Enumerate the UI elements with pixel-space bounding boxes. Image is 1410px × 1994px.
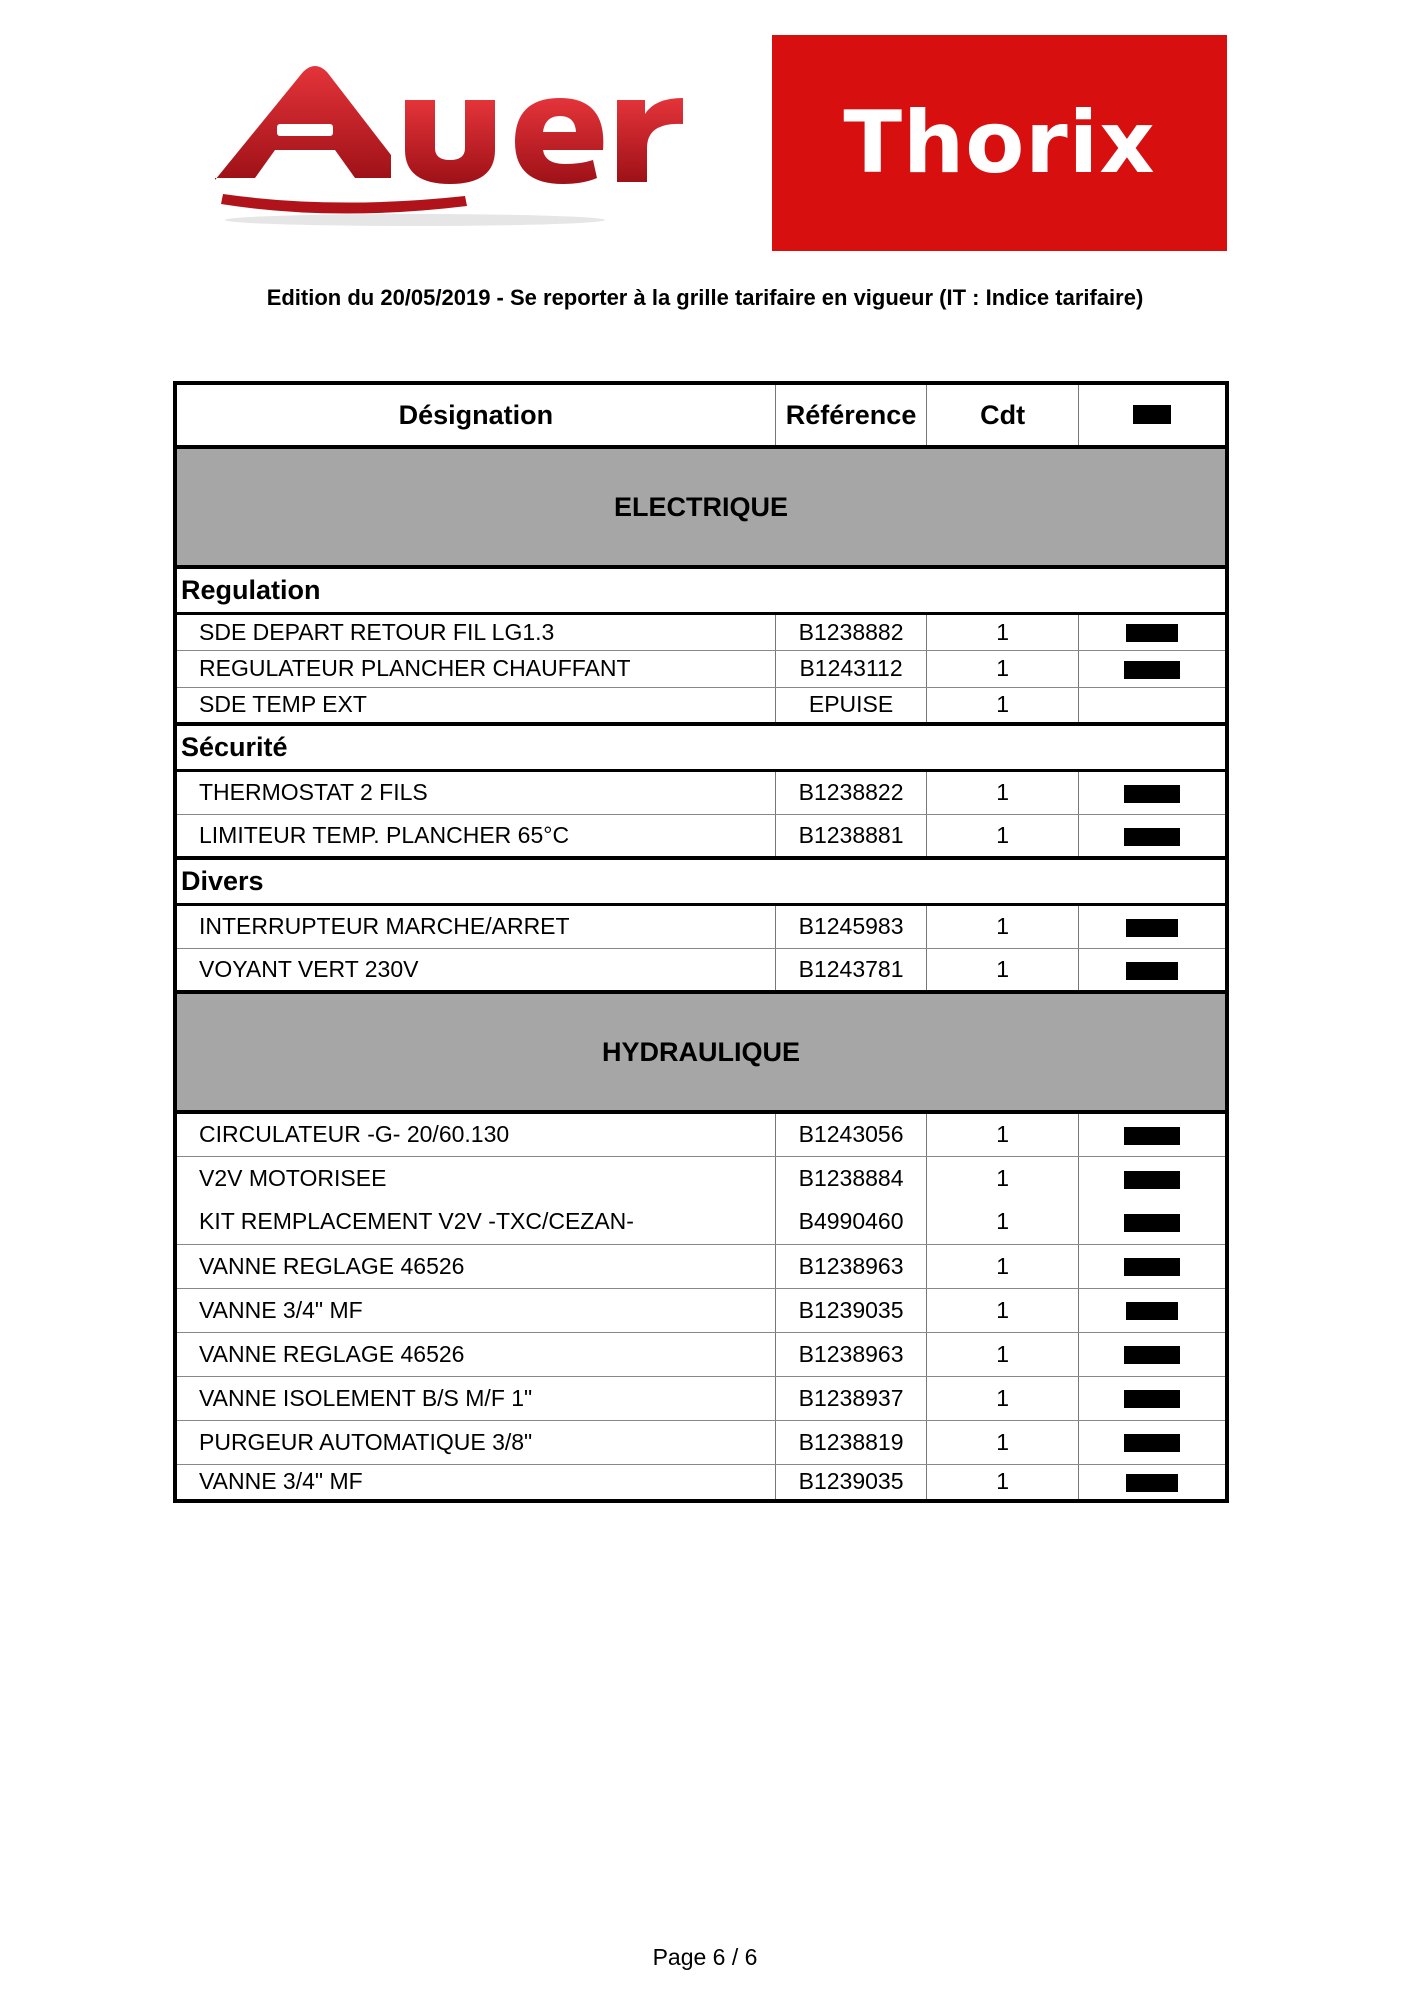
table-row [175, 613, 1227, 650]
page-number: Page 6 / 6 [652, 1944, 758, 1970]
group-title: Divers [175, 858, 1227, 904]
cdt-cell: 1 [927, 948, 1079, 992]
price-cell-redacted [1078, 904, 1227, 948]
table-row [175, 1156, 1227, 1200]
table-row [175, 904, 1227, 948]
price-cell-redacted [1078, 1200, 1227, 1244]
reference-cell: B1238963 [775, 1244, 927, 1288]
table-row [175, 1244, 1227, 1288]
price-table [173, 381, 1229, 1503]
table-row [175, 1332, 1227, 1376]
price-cell-redacted [1078, 770, 1227, 814]
redaction-block [1126, 919, 1178, 937]
section-row [175, 992, 1227, 1112]
cdt-cell: 1 [927, 613, 1079, 650]
designation-cell: V2V MOTORISEE [175, 1156, 775, 1200]
section-row [175, 447, 1227, 567]
table-row [175, 948, 1227, 992]
cdt-cell: 1 [927, 904, 1079, 948]
redaction-block [1124, 661, 1180, 679]
redaction-block [1124, 1258, 1180, 1276]
designation-cell: CIRCULATEUR -G- 20/60.130 [175, 1112, 775, 1156]
reference-cell: B1238819 [775, 1420, 927, 1464]
designation-cell: VANNE 3/4" MF [175, 1288, 775, 1332]
group-title: Sécurité [175, 724, 1227, 770]
cdt-cell: 1 [927, 687, 1079, 724]
table-row [175, 1376, 1227, 1420]
redaction-block [1124, 1434, 1180, 1452]
designation-cell: VANNE REGLAGE 46526 [175, 1332, 775, 1376]
redaction-block [1124, 1127, 1180, 1145]
reference-cell: B1239035 [775, 1288, 927, 1332]
edition-note: Edition du 20/05/2019 - Se reporter à la grille tarifaire en vigueur (IT : Indice tarifaire) [266, 285, 1144, 310]
reference-cell: B1238963 [775, 1332, 927, 1376]
cdt-cell: 1 [927, 1464, 1079, 1501]
reference-cell: B1238882 [775, 613, 927, 650]
table-row [175, 1464, 1227, 1501]
price-cell-empty [1078, 687, 1227, 724]
redaction-block [1124, 828, 1180, 846]
redaction-block [1133, 405, 1171, 424]
price-cell-redacted [1078, 1112, 1227, 1156]
reference-cell: B1238937 [775, 1376, 927, 1420]
price-cell-redacted [1078, 814, 1227, 858]
cdt-cell: 1 [927, 770, 1079, 814]
table-header-row [175, 383, 1227, 447]
price-cell-redacted [1078, 1376, 1227, 1420]
redaction-block [1124, 1390, 1180, 1408]
section-title: HYDRAULIQUE [175, 992, 1227, 1112]
column-header-designation: Désignation [175, 383, 775, 447]
price-cell-redacted [1078, 1332, 1227, 1376]
redaction-block [1126, 1302, 1178, 1320]
designation-cell: VANNE ISOLEMENT B/S M/F 1" [175, 1376, 775, 1420]
designation-cell: VANNE REGLAGE 46526 [175, 1244, 775, 1288]
table-row [175, 1288, 1227, 1332]
reference-cell: B1243781 [775, 948, 927, 992]
reference-cell: B4990460 [775, 1200, 927, 1244]
cdt-cell: 1 [927, 1244, 1079, 1288]
redaction-block [1124, 1214, 1180, 1232]
column-header-reference: Référence [775, 383, 927, 447]
group-row [175, 724, 1227, 770]
brand-name: Thorix [843, 93, 1156, 193]
designation-cell: VOYANT VERT 230V [175, 948, 775, 992]
designation-cell: PURGEUR AUTOMATIQUE 3/8" [175, 1420, 775, 1464]
table-row [175, 814, 1227, 858]
designation-cell: VANNE 3/4" MF [175, 1464, 775, 1501]
cdt-cell: 1 [927, 1376, 1079, 1420]
thorix-brand-box [772, 35, 1227, 251]
reference-cell: B1239035 [775, 1464, 927, 1501]
group-title: Regulation [175, 567, 1227, 613]
designation-cell: THERMOSTAT 2 FILS [175, 770, 775, 814]
table-row [175, 1200, 1227, 1244]
price-cell-redacted [1078, 1244, 1227, 1288]
cdt-cell: 1 [927, 1156, 1079, 1200]
price-cell-redacted [1078, 650, 1227, 687]
table-row [175, 1112, 1227, 1156]
price-cell-redacted [1078, 1156, 1227, 1200]
price-cell-redacted [1078, 1288, 1227, 1332]
designation-cell: INTERRUPTEUR MARCHE/ARRET [175, 904, 775, 948]
reference-cell: B1238881 [775, 814, 927, 858]
cdt-cell: 1 [927, 1288, 1079, 1332]
designation-cell: KIT REMPLACEMENT V2V -TXC/CEZAN- [175, 1200, 775, 1244]
price-cell-redacted [1078, 1420, 1227, 1464]
table-row [175, 1420, 1227, 1464]
auer-logo-graphic [215, 60, 705, 235]
reference-cell: B1243112 [775, 650, 927, 687]
cdt-cell: 1 [927, 1200, 1079, 1244]
cdt-cell: 1 [927, 814, 1079, 858]
redaction-block [1124, 785, 1180, 803]
table-row [175, 687, 1227, 724]
cdt-cell: 1 [927, 1420, 1079, 1464]
cdt-cell: 1 [927, 1332, 1079, 1376]
reference-cell: B1245983 [775, 904, 927, 948]
group-row [175, 567, 1227, 613]
price-cell-redacted [1078, 1464, 1227, 1501]
column-header-cdt: Cdt [927, 383, 1079, 447]
reference-cell: B1238884 [775, 1156, 927, 1200]
reference-cell: EPUISE [775, 687, 927, 724]
table-row [175, 770, 1227, 814]
designation-cell: REGULATEUR PLANCHER CHAUFFANT [175, 650, 775, 687]
cdt-cell: 1 [927, 650, 1079, 687]
designation-cell: LIMITEUR TEMP. PLANCHER 65°C [175, 814, 775, 858]
designation-cell: SDE DEPART RETOUR FIL LG1.3 [175, 613, 775, 650]
designation-cell: SDE TEMP EXT [175, 687, 775, 724]
price-cell-redacted [1078, 948, 1227, 992]
table-row [175, 650, 1227, 687]
auer-logo [215, 60, 705, 235]
column-header-price-redacted [1078, 383, 1227, 447]
cdt-cell: 1 [927, 1112, 1079, 1156]
redaction-block [1124, 1171, 1180, 1189]
section-title: ELECTRIQUE [175, 447, 1227, 567]
redaction-block [1126, 624, 1178, 642]
redaction-block [1126, 1474, 1178, 1492]
price-cell-redacted [1078, 613, 1227, 650]
redaction-block [1124, 1346, 1180, 1364]
reference-cell: B1238822 [775, 770, 927, 814]
reference-cell: B1243056 [775, 1112, 927, 1156]
group-row [175, 858, 1227, 904]
redaction-block [1126, 962, 1178, 980]
